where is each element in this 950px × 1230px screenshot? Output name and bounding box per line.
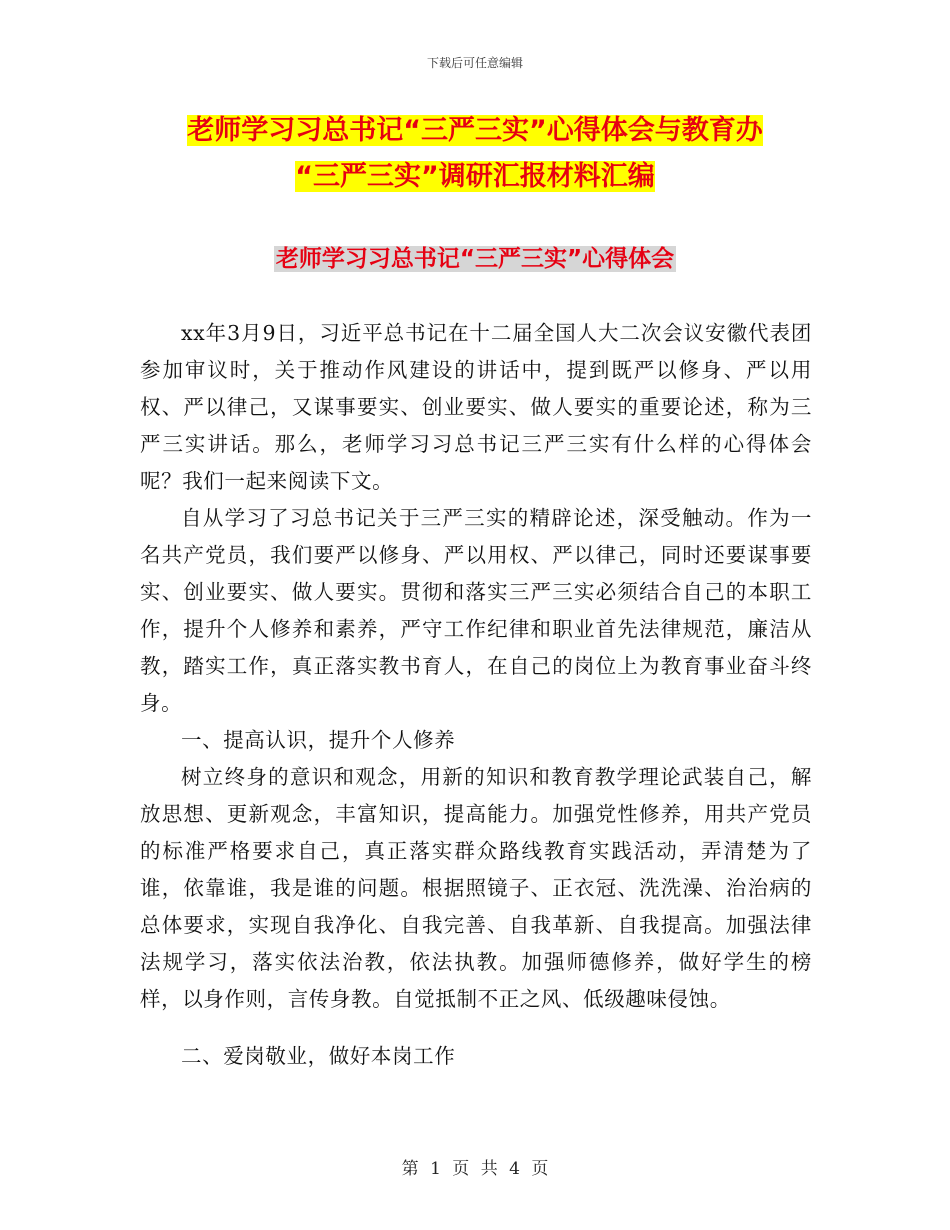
- section-title-text: 老师学习习总书记“三严三实”心得体会: [275, 246, 675, 272]
- document-title: [0, 108, 950, 200]
- header-note: 下载后可任意编辑: [426, 56, 523, 70]
- title-line-2: “三严三实”调研汇报材料汇编: [295, 161, 655, 192]
- section-title: [0, 240, 950, 278]
- section-heading: 一、提高认识，提升个人修养: [181, 728, 456, 752]
- page-number: 第 1 页 共 4 页: [401, 1159, 549, 1179]
- title-line-1: 老师学习习总书记“三严三实”心得体会与教育办: [187, 115, 763, 146]
- paragraph: 自从学习了习总书记关于三严三实的精辟论述，深受触动。作为一名共产党员，我们要严以修身、严以用权、严以律己，同时还要谋事要实、创业要实、做人要实。贯彻和落实三严三实必须结合自己的本职工作，提升个人修养和素养，严守工作纪律和职业首先法律规范，廉洁从教，踏实工作，真正落实教书育人，在自己的岗位上为教育事业奋斗终身。: [140, 506, 812, 715]
- paragraph: 树立终身的意识和观念，用新的知识和教育教学理论武装自己，解放思想、更新观念，丰富知识，提高能力。加强党性修养，用共产党员的标准严格要求自己，真正落实群众路线教育实践活动，弄清楚为了谁，依靠谁，我是谁的问题。根据照镜子、正衣冠、洗洗澡、治治病的总体要求，实现自我净化、自我完善、自我革新、自我提高。加强法律法规学习，落实依法治教，依法执教。加强师德修养，做好学生的榜样，以身作则，言传身教。自觉抵制不正之风、低级趣味侵蚀。: [140, 765, 812, 1011]
- section-heading: 二、爱岗敬业，做好本岗工作: [181, 1044, 456, 1068]
- document-body: [140, 315, 812, 1075]
- paragraph: xx年3月9日，习近平总书记在十二届全国人大二次会议安徽代表团参加审议时，关于推动作风建设的讲话中，提到既严以修身、严以用权、严以律己，又谋事要实、创业要实、做人要实的重要论述，称为三严三实讲话。那么，老师学习习总书记三严三实有什么样的心得体会呢？我们一起来阅读下文。: [140, 321, 812, 493]
